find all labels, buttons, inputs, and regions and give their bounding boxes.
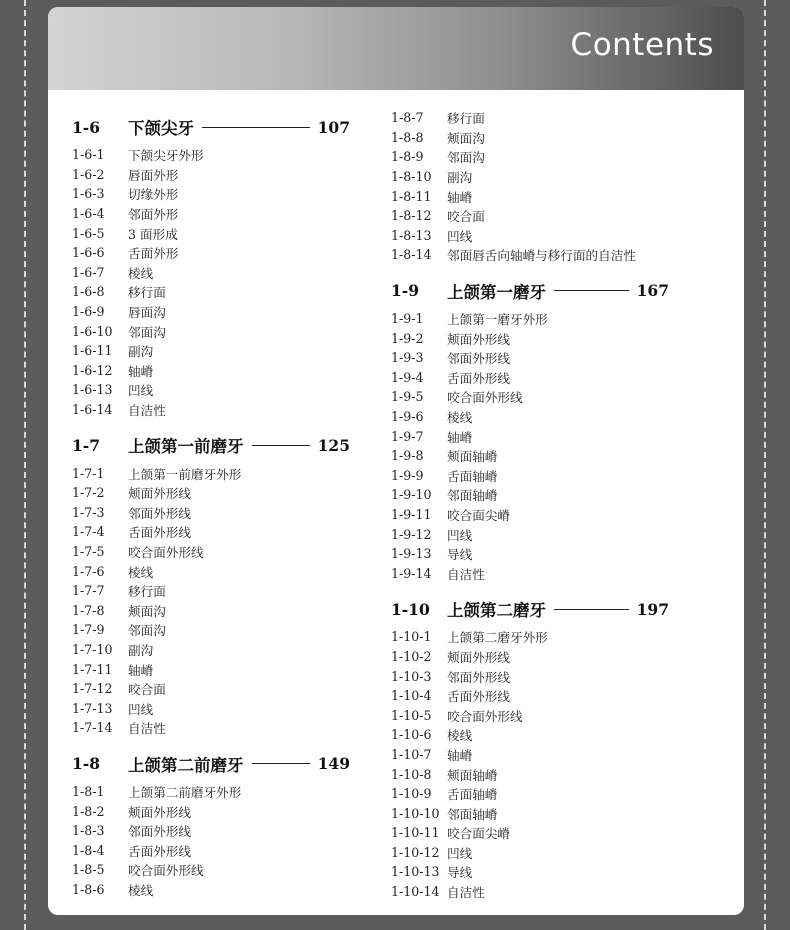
toc-item-number: 1-7-3 xyxy=(72,504,105,520)
toc-item-number: 1-10-13 xyxy=(391,864,440,880)
toc-item-title: 舌面轴嵴 xyxy=(447,787,498,803)
toc-item-title: 棱线 xyxy=(447,410,473,426)
toc-item xyxy=(72,581,350,601)
toc-item xyxy=(391,686,669,706)
toc-item xyxy=(391,348,669,368)
toc-item xyxy=(72,782,350,802)
toc-item-title: 副沟 xyxy=(447,170,473,186)
toc-item-title: 咬合面 xyxy=(128,682,166,698)
section-leader-line xyxy=(252,763,310,764)
toc-left-column xyxy=(72,106,350,899)
toc-item-number: 1-6-4 xyxy=(72,206,105,222)
toc-item-title: 3 面形成 xyxy=(128,226,178,242)
toc-item-number: 1-6-12 xyxy=(72,362,113,378)
toc-item-title: 自洁性 xyxy=(128,403,166,419)
toc-item xyxy=(72,561,350,581)
toc-item-number: 1-9-3 xyxy=(391,350,424,366)
toc-item-number: 1-7-2 xyxy=(72,485,105,501)
toc-item-number: 1-6-1 xyxy=(72,147,105,163)
toc-item xyxy=(72,659,350,679)
toc-item xyxy=(72,620,350,640)
toc-item-title: 轴嵴 xyxy=(447,429,473,445)
toc-section-heading xyxy=(391,595,669,623)
toc-item xyxy=(72,204,350,224)
toc-item-number: 1-7-9 xyxy=(72,622,105,638)
toc-item-number: 1-7-6 xyxy=(72,563,105,579)
section-leader-line xyxy=(554,609,629,610)
toc-item-title: 邻面轴嵴 xyxy=(447,488,498,504)
toc-item-title: 邻面外形线 xyxy=(128,824,191,840)
toc-item-number: 1-10-10 xyxy=(391,805,440,821)
toc-item-number: 1-10-3 xyxy=(391,668,432,684)
toc-item-title: 邻面沟 xyxy=(128,623,166,639)
toc-item-title: 邻面外形 xyxy=(128,207,179,223)
toc-item xyxy=(391,563,669,583)
toc-item xyxy=(391,387,669,407)
toc-item-number: 1-6-10 xyxy=(72,323,113,339)
toc-item-title: 颊面外形线 xyxy=(447,331,510,347)
toc-item xyxy=(391,862,669,882)
toc-item-number: 1-7-13 xyxy=(72,700,113,716)
toc-item-title: 棱线 xyxy=(128,265,154,281)
right-dashed-border xyxy=(764,0,766,930)
toc-item-title: 自洁性 xyxy=(447,566,485,582)
toc-item-number: 1-10-14 xyxy=(391,884,440,900)
section-page-number: 197 xyxy=(636,599,669,619)
toc-item-number: 1-6-14 xyxy=(72,402,113,418)
toc-item xyxy=(72,282,350,302)
toc-item-title: 邻面唇舌向轴嵴与移行面的自洁性 xyxy=(447,248,636,264)
toc-item xyxy=(72,400,350,420)
toc-item-number: 1-10-1 xyxy=(391,629,432,645)
toc-item-number: 1-10-2 xyxy=(391,648,432,664)
toc-item-number: 1-10-8 xyxy=(391,766,432,782)
toc-item xyxy=(391,524,669,544)
toc-section-heading xyxy=(72,750,350,778)
toc-item xyxy=(391,647,669,667)
toc-item-title: 自洁性 xyxy=(447,885,485,901)
toc-item-number: 1-10-5 xyxy=(391,707,432,723)
toc-item-title: 导线 xyxy=(447,865,473,881)
toc-item-title: 咬合面外形线 xyxy=(128,863,204,879)
toc-item xyxy=(391,505,669,525)
toc-item xyxy=(72,718,350,738)
toc-item xyxy=(72,145,350,165)
toc-item xyxy=(72,165,350,185)
toc-item-title: 轴嵴 xyxy=(128,363,154,379)
toc-item-number: 1-9-8 xyxy=(391,448,424,464)
toc-item xyxy=(391,843,669,863)
toc-section-heading xyxy=(391,277,669,305)
toc-item-number: 1-6-9 xyxy=(72,304,105,320)
toc-item-number: 1-6-11 xyxy=(72,343,113,359)
toc-item xyxy=(391,485,669,505)
toc-item xyxy=(72,503,350,523)
toc-item xyxy=(391,206,669,226)
toc-item-title: 副沟 xyxy=(128,344,154,360)
section-leader-line xyxy=(554,290,629,291)
toc-item-number: 1-9-1 xyxy=(391,311,424,327)
toc-item xyxy=(391,725,669,745)
toc-item xyxy=(391,328,669,348)
toc-item-number: 1-8-2 xyxy=(72,803,105,819)
toc-item xyxy=(391,128,669,148)
toc-item-number: 1-8-3 xyxy=(72,823,105,839)
toc-item-title: 邻面沟 xyxy=(447,150,485,166)
toc-item-number: 1-8-1 xyxy=(72,783,105,799)
toc-item xyxy=(391,466,669,486)
section-title: 上颌第二磨牙 xyxy=(447,601,546,621)
toc-item-title: 颊面沟 xyxy=(447,130,485,146)
toc-item xyxy=(391,368,669,388)
toc-item-title: 唇面沟 xyxy=(128,305,166,321)
toc-item xyxy=(72,522,350,542)
section-title: 上颌第二前磨牙 xyxy=(128,755,244,775)
toc-item xyxy=(72,821,350,841)
section-page-number: 167 xyxy=(636,281,669,301)
toc-item-number: 1-6-2 xyxy=(72,166,105,182)
toc-item-number: 1-8-13 xyxy=(391,227,432,243)
toc-item xyxy=(391,666,669,686)
toc-item-number: 1-8-10 xyxy=(391,169,432,185)
toc-item xyxy=(72,302,350,322)
toc-item xyxy=(391,745,669,765)
section-title: 下颌尖牙 xyxy=(128,119,194,138)
toc-item-title: 咬合面尖嵴 xyxy=(447,826,510,842)
toc-item xyxy=(72,801,350,821)
toc-item xyxy=(72,483,350,503)
toc-item-title: 颊面沟 xyxy=(128,603,166,619)
toc-item xyxy=(391,446,669,466)
toc-item-title: 轴嵴 xyxy=(447,747,473,763)
toc-item-title: 邻面外形线 xyxy=(128,505,191,521)
toc-item-number: 1-9-9 xyxy=(391,467,424,483)
toc-item xyxy=(391,167,669,187)
toc-item xyxy=(72,640,350,660)
section-leader-line xyxy=(202,127,310,128)
toc-item-title: 舌面外形线 xyxy=(128,843,191,859)
toc-item xyxy=(391,245,669,265)
toc-item-number: 1-7-4 xyxy=(72,524,105,540)
section-number: 1-7 xyxy=(72,435,101,455)
toc-item xyxy=(72,380,350,400)
toc-item xyxy=(72,341,350,361)
toc-section-heading xyxy=(72,431,350,459)
toc-item xyxy=(391,882,669,902)
toc-item-number: 1-6-5 xyxy=(72,225,105,241)
toc-item xyxy=(391,627,669,647)
toc-item xyxy=(72,263,350,283)
toc-item-number: 1-9-4 xyxy=(391,369,424,385)
toc-item-title: 舌面外形 xyxy=(128,246,179,262)
toc-item-number: 1-9-7 xyxy=(391,428,424,444)
toc-item xyxy=(391,108,669,128)
section-title: 上颌第一前磨牙 xyxy=(128,437,244,457)
toc-item xyxy=(391,823,669,843)
section-title: 上颌第一磨牙 xyxy=(447,282,546,302)
toc-item xyxy=(72,223,350,243)
toc-item-title: 上颌第一磨牙外形 xyxy=(447,312,548,328)
toc-item-title: 凹线 xyxy=(447,228,473,244)
toc-item-title: 颊面轴嵴 xyxy=(447,767,498,783)
toc-item-number: 1-9-10 xyxy=(391,487,432,503)
toc-section-heading xyxy=(72,113,350,141)
toc-item-title: 唇面外形 xyxy=(128,167,179,183)
contents-banner xyxy=(48,7,744,90)
toc-item-number: 1-6-13 xyxy=(72,382,113,398)
toc-item-title: 咬合面外形线 xyxy=(447,708,523,724)
toc-item xyxy=(72,698,350,718)
toc-item xyxy=(391,407,669,427)
toc-item-title: 棱线 xyxy=(128,564,154,580)
section-page-number: 125 xyxy=(317,435,350,455)
toc-item-title: 舌面轴嵴 xyxy=(447,468,498,484)
toc-item-number: 1-9-13 xyxy=(391,546,432,562)
toc-item-number: 1-7-8 xyxy=(72,602,105,618)
toc-item-number: 1-6-6 xyxy=(72,245,105,261)
toc-item-title: 凹线 xyxy=(128,701,154,717)
toc-item-title: 颊面外形线 xyxy=(447,649,510,665)
toc-item-number: 1-7-11 xyxy=(72,661,113,677)
toc-item-title: 邻面外形线 xyxy=(447,669,510,685)
toc-item-number: 1-10-12 xyxy=(391,844,440,860)
toc-item xyxy=(391,426,669,446)
toc-item xyxy=(391,147,669,167)
toc-item-number: 1-7-10 xyxy=(72,641,113,657)
toc-item-title: 凹线 xyxy=(447,845,473,861)
toc-item-number: 1-10-7 xyxy=(391,746,432,762)
toc-item-number: 1-8-6 xyxy=(72,881,105,897)
section-number: 1-6 xyxy=(72,117,101,137)
section-number: 1-8 xyxy=(72,754,101,774)
toc-item-number: 1-8-12 xyxy=(391,208,432,224)
toc-item-title: 邻面沟 xyxy=(128,324,166,340)
toc-item-title: 颊面轴嵴 xyxy=(447,449,498,465)
toc-item xyxy=(391,705,669,725)
toc-item xyxy=(72,542,350,562)
toc-item-title: 导线 xyxy=(447,547,473,563)
toc-item xyxy=(391,803,669,823)
toc-item xyxy=(391,764,669,784)
toc-item xyxy=(72,840,350,860)
toc-item xyxy=(72,860,350,880)
toc-item-number: 1-9-2 xyxy=(391,330,424,346)
toc-item-number: 1-9-6 xyxy=(391,409,424,425)
toc-right-column xyxy=(391,108,669,901)
toc-item-number: 1-8-8 xyxy=(391,129,424,145)
toc-item-title: 咬合面外形线 xyxy=(447,390,523,406)
toc-item-number: 1-8-4 xyxy=(72,842,105,858)
toc-item-title: 移行面 xyxy=(128,584,166,600)
toc-item-title: 邻面轴嵴 xyxy=(447,806,498,822)
toc-item-title: 咬合面 xyxy=(447,209,485,225)
toc-item-number: 1-8-5 xyxy=(72,862,105,878)
toc-item xyxy=(72,321,350,341)
toc-item xyxy=(391,186,669,206)
toc-item-number: 1-7-5 xyxy=(72,543,105,559)
toc-item-number: 1-9-14 xyxy=(391,565,432,581)
toc-item-number: 1-7-1 xyxy=(72,465,105,481)
toc-item-number: 1-10-4 xyxy=(391,688,432,704)
toc-item-title: 上颌第二前磨牙外形 xyxy=(128,784,242,800)
toc-item-title: 副沟 xyxy=(128,642,154,658)
toc-item xyxy=(72,243,350,263)
toc-item-number: 1-6-8 xyxy=(72,284,105,300)
toc-item-title: 移行面 xyxy=(128,285,166,301)
toc-item-title: 邻面外形线 xyxy=(447,351,510,367)
toc-item xyxy=(72,361,350,381)
toc-item xyxy=(72,463,350,483)
toc-item-title: 上颌第一前磨牙外形 xyxy=(128,466,242,482)
toc-item xyxy=(391,784,669,804)
toc-item-title: 咬合面尖嵴 xyxy=(447,507,510,523)
toc-item-number: 1-10-6 xyxy=(391,727,432,743)
toc-item-title: 轴嵴 xyxy=(128,662,154,678)
toc-item-number: 1-9-5 xyxy=(391,389,424,405)
toc-item-title: 舌面外形线 xyxy=(447,689,510,705)
toc-item-title: 自洁性 xyxy=(128,721,166,737)
toc-item xyxy=(72,679,350,699)
toc-item-title: 颊面外形线 xyxy=(128,804,191,820)
toc-item-title: 舌面外形线 xyxy=(447,370,510,386)
toc-item-number: 1-7-14 xyxy=(72,720,113,736)
toc-item-title: 棱线 xyxy=(447,728,473,744)
section-page-number: 107 xyxy=(317,117,350,137)
toc-item-number: 1-8-11 xyxy=(391,188,432,204)
toc-item xyxy=(72,880,350,900)
toc-item-title: 移行面 xyxy=(447,111,485,127)
section-number: 1-10 xyxy=(391,599,430,619)
section-page-number: 149 xyxy=(317,754,350,774)
toc-item-title: 舌面外形线 xyxy=(128,525,191,541)
toc-item-title: 颊面外形线 xyxy=(128,486,191,502)
toc-item-number: 1-7-12 xyxy=(72,681,113,697)
toc-item xyxy=(391,226,669,246)
toc-item xyxy=(72,600,350,620)
toc-item-number: 1-6-7 xyxy=(72,264,105,280)
toc-item-title: 上颌第二磨牙外形 xyxy=(447,630,548,646)
toc-item-number: 1-9-12 xyxy=(391,526,432,542)
toc-item-number: 1-9-11 xyxy=(391,506,432,522)
toc-item-number: 1-8-7 xyxy=(391,110,424,126)
toc-item-number: 1-10-11 xyxy=(391,825,440,841)
toc-item-title: 凹线 xyxy=(447,527,473,543)
section-number: 1-9 xyxy=(391,281,420,301)
toc-item-title: 切缘外形 xyxy=(128,187,179,203)
toc-item xyxy=(72,184,350,204)
toc-item-number: 1-10-9 xyxy=(391,786,432,802)
toc-item-title: 凹线 xyxy=(128,383,154,399)
section-leader-line xyxy=(252,445,310,446)
toc-item-number: 1-8-14 xyxy=(391,247,432,263)
toc-item-title: 轴嵴 xyxy=(447,189,473,205)
left-dashed-border xyxy=(24,0,26,930)
banner-title: Contents xyxy=(570,27,714,63)
toc-item-number: 1-8-9 xyxy=(391,149,424,165)
toc-item-title: 咬合面外形线 xyxy=(128,544,204,560)
toc-item xyxy=(391,309,669,329)
toc-item-title: 下颌尖牙外形 xyxy=(128,148,204,164)
toc-item xyxy=(391,544,669,564)
toc-item-number: 1-6-3 xyxy=(72,186,105,202)
toc-item-number: 1-7-7 xyxy=(72,583,105,599)
toc-item-title: 棱线 xyxy=(128,882,154,898)
